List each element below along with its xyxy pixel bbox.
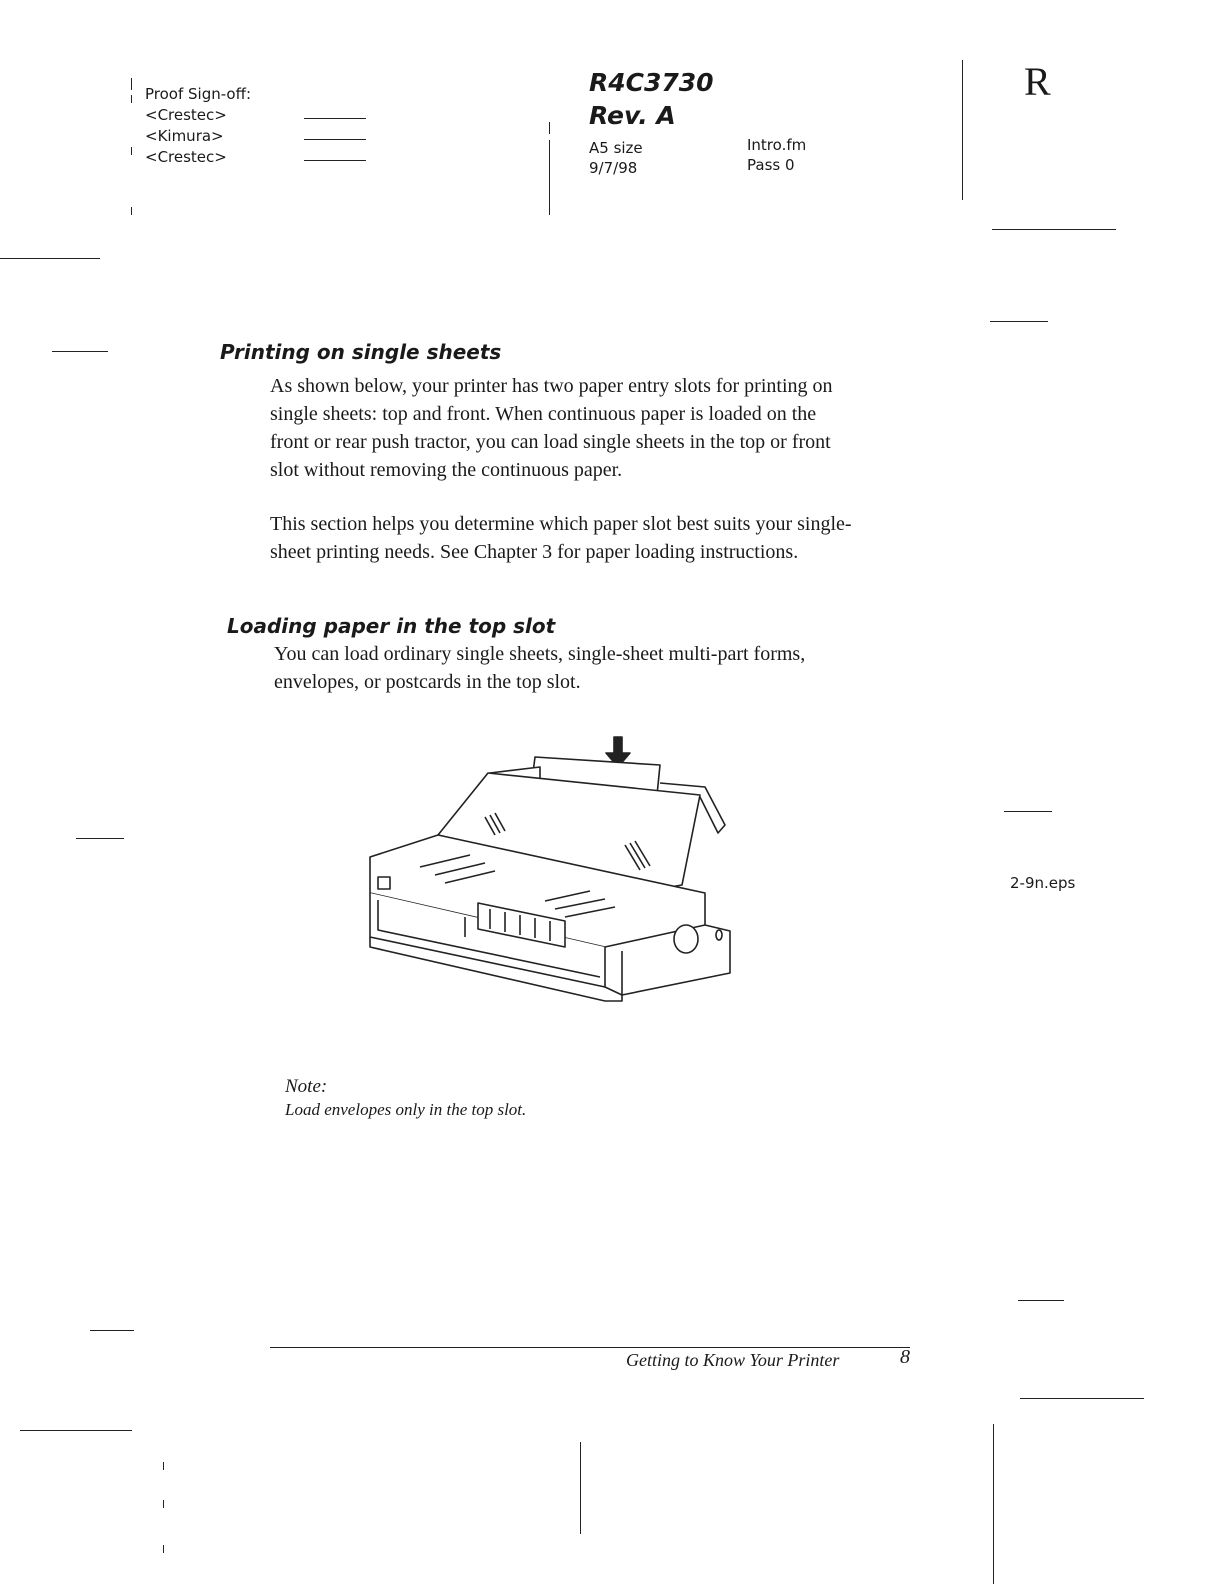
subsection-title: Loading paper in the top slot	[227, 614, 556, 638]
proof-signoff-label: Proof Sign-off:	[145, 85, 251, 103]
doc-date: 9/7/98	[589, 159, 638, 177]
doc-size: A5 size	[589, 139, 643, 157]
signoff-line	[304, 160, 366, 161]
side-letter: R	[1024, 59, 1051, 104]
subsection-body: You can load ordinary single sheets, single-sheet multi-part forms, envelopes, or postcards in the top slot.	[274, 643, 806, 693]
section-title: Printing on single sheets	[220, 340, 502, 364]
section-body	[270, 372, 860, 566]
signoff-line	[304, 118, 366, 119]
printer-illustration	[360, 725, 760, 1040]
signoff-entry: <Crestec>	[145, 148, 227, 166]
signoff-entry: <Crestec>	[145, 106, 227, 124]
paragraph: As shown below, your printer has two paper entry slots for printing on single sheets: top and front. When continuous paper is loaded on the front or rear push tractor, you can load single sheets in the top or front slot without removing the continuous paper.	[270, 375, 833, 481]
doc-file: Intro.fm	[747, 136, 807, 154]
proof-signoff-block	[145, 84, 251, 168]
signoff-line	[304, 139, 366, 140]
platen-knob	[674, 925, 698, 953]
page-number: 8	[900, 1346, 910, 1368]
doc-pass: Pass 0	[747, 156, 795, 174]
signoff-entry: <Kimura>	[145, 127, 224, 145]
paragraph: This section helps you determine which paper slot best suits your single-sheet printing needs. See Chapter 3 for paper loading instructions.	[270, 513, 852, 563]
footer-rule	[270, 1347, 910, 1348]
revision: Rev. A	[589, 101, 676, 130]
footer-chapter: Getting to Know Your Printer	[626, 1350, 840, 1370]
doc-code: R4C3730	[589, 68, 714, 97]
note-label: Note:	[285, 1076, 328, 1097]
note-text: Load envelopes only in the top slot.	[285, 1100, 527, 1119]
figure-filename: 2-9n.eps	[1010, 874, 1076, 892]
